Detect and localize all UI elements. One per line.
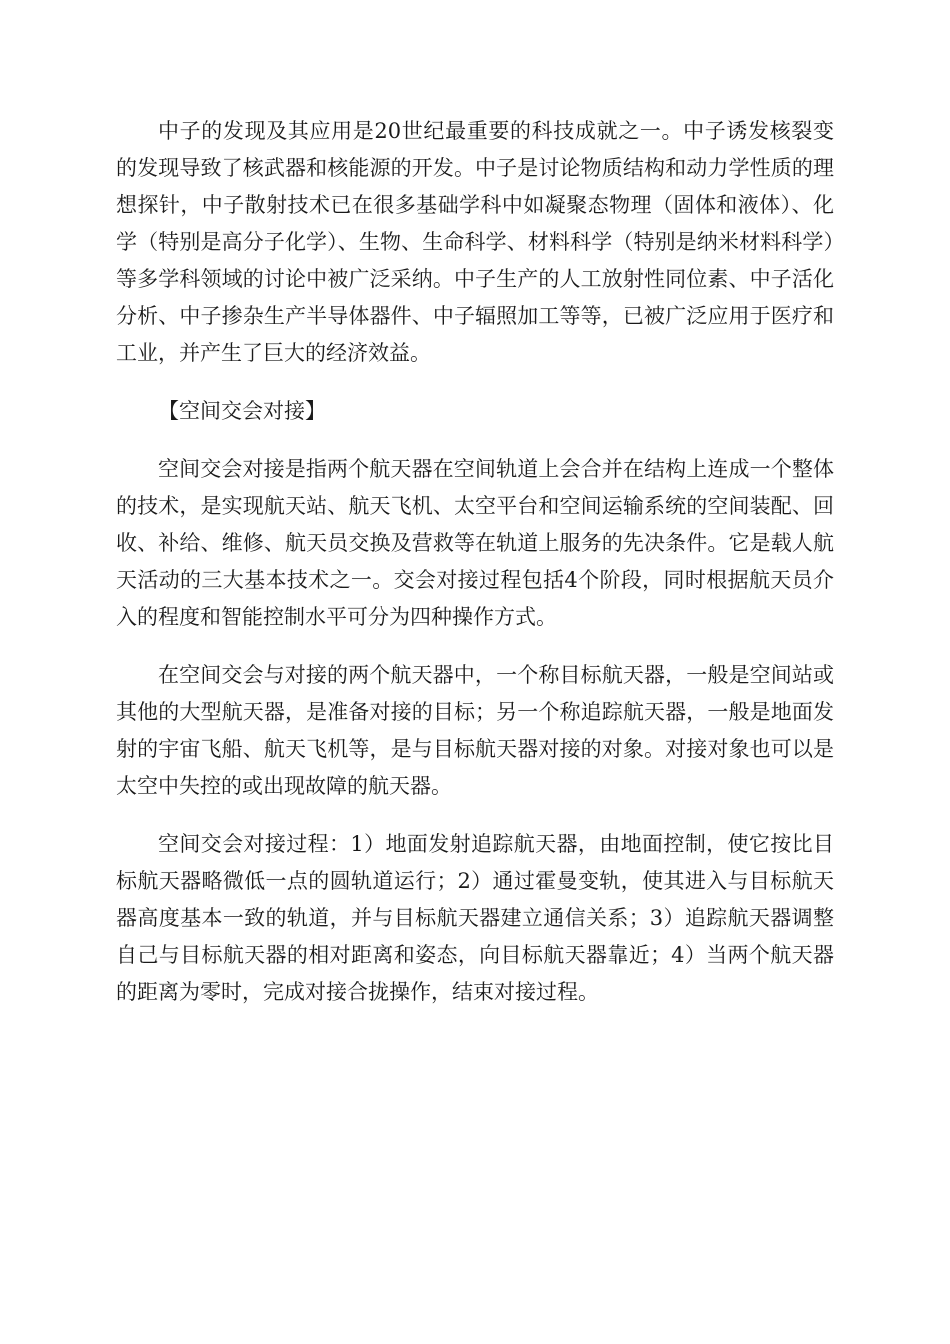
paragraph-docking-process: 空间交会对接过程：1）地面发射追踪航天器，由地面控制，使它按比目标航天器略微低一点的圆轨道运行；2）通过霍曼变轨，使其进入与目标航天器高度基本一致的轨道，并与目标航天器建立通信关系；3）追踪航天器调整自己与目标航天器的相对距离和姿态，向目标航天器靠近；4）当两个航天器的距离为零时，完成对接合拢操作，结束对接过程。 [116, 832, 834, 1004]
document-body [116, 113, 834, 1032]
paragraph-docking-definition: 空间交会对接是指两个航天器在空间轨道上会合并在结构上连成一个整体的技术，是实现航天站、航天飞机、太空平台和空间运输系统的空间装配、回收、补给、维修、航天员交换及营救等在轨道上服务的先决条件。它是载人航天活动的三大基本技术之一。交会对接过程包括4个阶段，同时根据航天员介入的程度和智能控制水平可分为四种操作方式。 [116, 457, 834, 629]
paragraph-neutron: 中子的发现及其应用是20世纪最重要的科技成就之一。中子诱发核裂变的发现导致了核武器和核能源的开发。中子是讨论物质结构和动力学性质的理想探针，中子散射技术已在很多基础学科中如凝聚态物理（固体和液体）、化学（特别是高分子化学）、生物、生命科学、材料科学（特别是纳米材料科学）等多学科领域的讨论中被广泛采纳。中子生产的人工放射性同位素、中子活化分析、中子掺杂生产半导体器件、中子辐照加工等等，已被广泛应用于医疗和工业，并产生了巨大的经济效益。 [116, 119, 834, 365]
paragraph-target-chaser: 在空间交会与对接的两个航天器中，一个称目标航天器，一般是空间站或其他的大型航天器，是准备对接的目标；另一个称追踪航天器，一般是地面发射的宇宙飞船、航天飞机等，是与目标航天器对接的对象。对接对象也可以是太空中失控的或出现故障的航天器。 [116, 663, 834, 798]
section-heading-space-docking: 【空间交会对接】 [158, 399, 326, 423]
